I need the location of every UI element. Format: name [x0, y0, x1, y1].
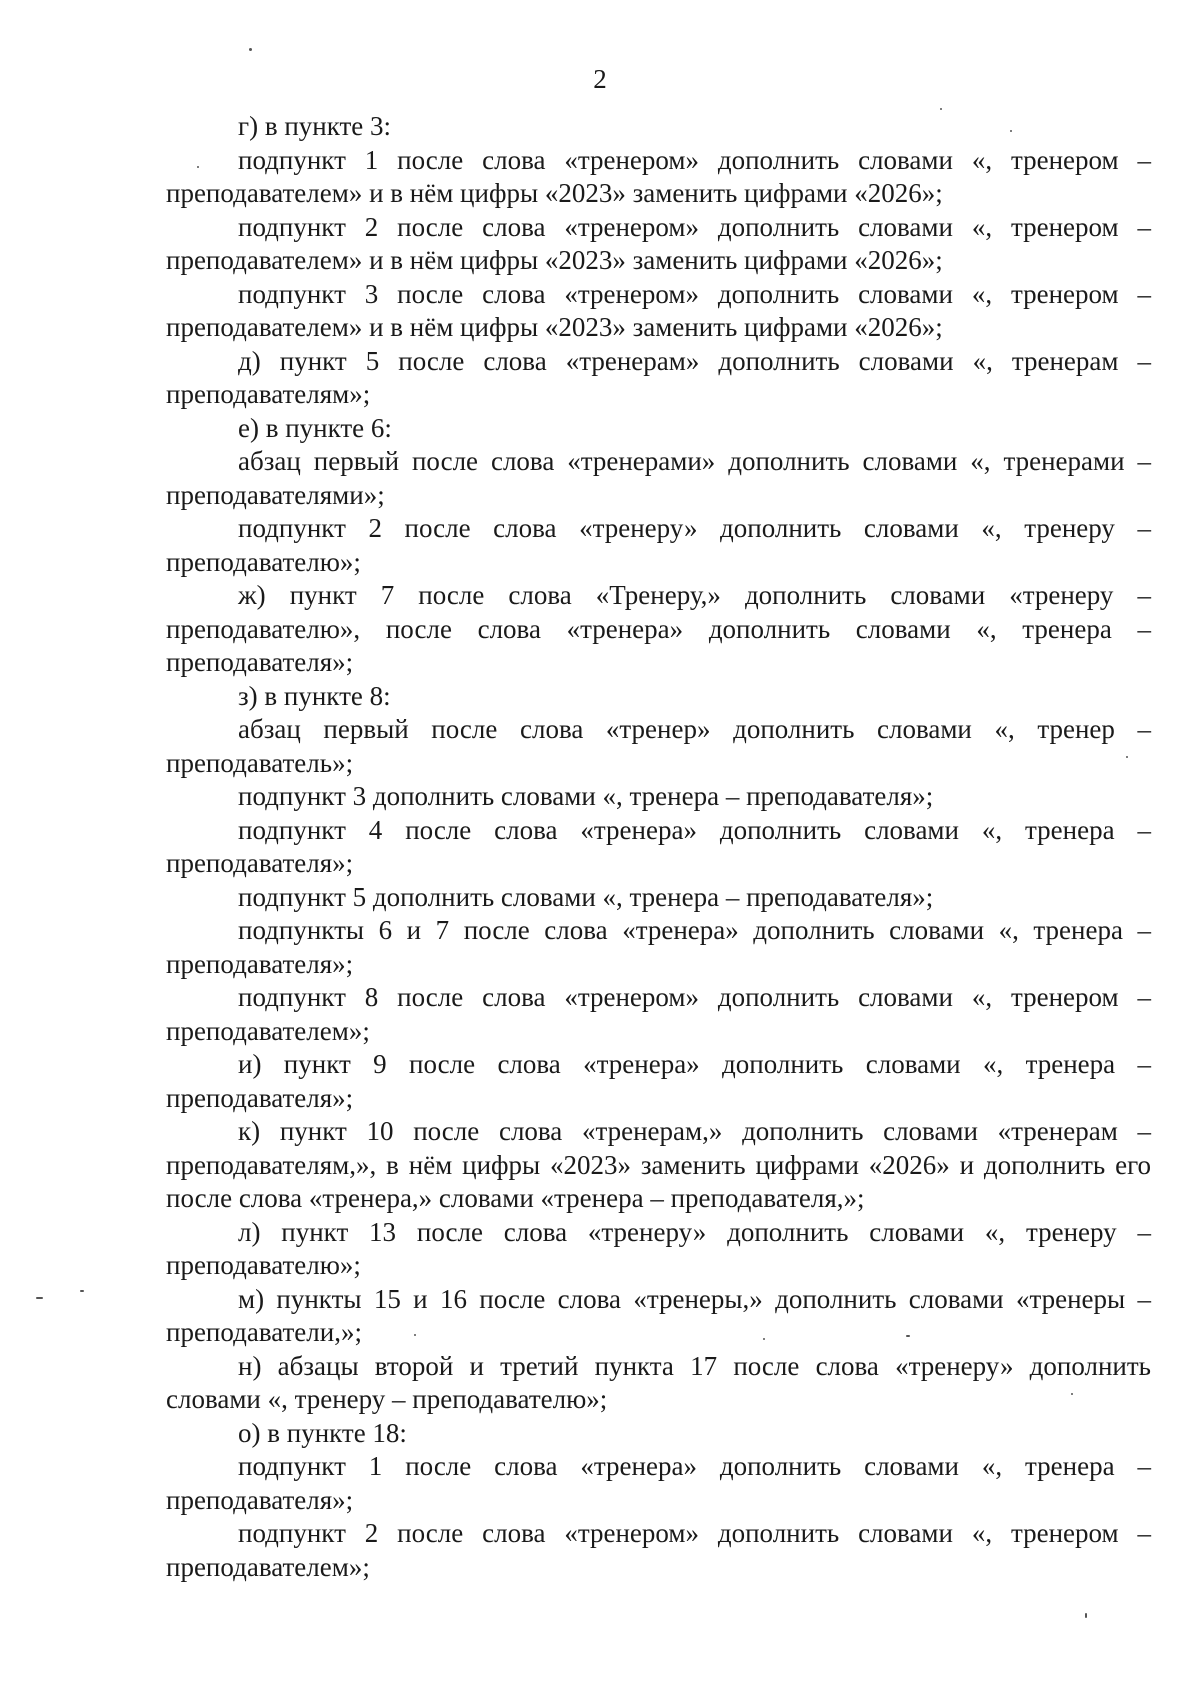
paragraph: е) в пункте 6: — [238, 412, 392, 443]
paragraph: подпункт 3 после слова «тренером» дополнить словами «, тренером – преподавателем» и в нём цифры «2023» заменить цифрами «2026»; — [166, 278, 1151, 342]
scan-speck — [80, 1290, 84, 1292]
paragraph: н) абзацы второй и третий пункта 17 после слова «тренеру» дополнить словами «, тренеру – преподавателю»; — [166, 1350, 1151, 1414]
document-body — [166, 110, 1151, 1584]
paragraph: л) пункт 13 после слова «тренеру» дополнить словами «, тренеру – преподавателю»; — [166, 1216, 1151, 1280]
paragraph: ж) пункт 7 после слова «Тренеру,» дополнить словами «тренеру – преподавателю», после слова «тренера» дополнить словами «, тренера – преподавателя»; — [166, 580, 1151, 677]
paragraph: подпункт 2 после слова «тренером» дополнить словами «, тренером – преподавателем»; — [166, 1518, 1151, 1582]
paragraph: и) пункт 9 после слова «тренера» дополнить словами «, тренера – преподавателя»; — [166, 1049, 1151, 1113]
paragraph: подпункт 4 после слова «тренера» дополнить словами «, тренера – преподавателя»; — [166, 814, 1151, 878]
paragraph: подпункт 2 после слова «тренеру» дополнить словами «, тренеру – преподавателю»; — [166, 513, 1151, 577]
scan-speck — [906, 1335, 910, 1337]
scan-speck — [763, 1338, 765, 1340]
paragraph: подпункт 2 после слова «тренером» дополнить словами «, тренером – преподавателем» и в нём цифры «2023» заменить цифрами «2026»; — [166, 211, 1151, 275]
paragraph: з) в пункте 8: — [238, 680, 391, 711]
paragraph: подпункт 1 после слова «тренером» дополнить словами «, тренером – преподавателем» и в нём цифры «2023» заменить цифрами «2026»; — [166, 144, 1151, 208]
paragraph: подпункты 6 и 7 после слова «тренера» дополнить словами «, тренера – преподавателя»; — [166, 915, 1151, 979]
paragraph: подпункт 8 после слова «тренером» дополнить словами «, тренером – преподавателем»; — [166, 982, 1151, 1046]
scan-speck — [197, 166, 199, 168]
scan-speck — [36, 1297, 43, 1299]
paragraph: о) в пункте 18: — [238, 1417, 407, 1448]
paragraph: м) пункты 15 и 16 после слова «тренеры,» дополнить словами «тренеры – преподаватели,»; — [166, 1283, 1151, 1347]
paragraph: г) в пункте 3: — [238, 111, 392, 141]
paragraph: к) пункт 10 после слова «тренерам,» дополнить словами «тренерам – преподавателям,», в нём цифры «2023» заменить цифрами «2026» и дополнить его после слова «тренера,» словами «тренера – преподавателя,»; — [166, 1116, 1151, 1213]
paragraph: подпункт 3 дополнить словами «, тренера – преподавателя»; — [238, 781, 934, 811]
page-number: 2 — [593, 64, 607, 94]
scan-speck — [940, 108, 942, 110]
scan-speck — [1010, 130, 1012, 132]
scan-speck — [414, 1334, 416, 1336]
scan-speck — [1071, 1393, 1073, 1395]
paragraph: подпункт 5 дополнить словами «, тренера – преподавателя»; — [238, 881, 934, 912]
scan-speck — [1085, 1613, 1087, 1618]
scan-speck — [1126, 756, 1128, 758]
paragraph: д) пункт 5 после слова «тренерам» дополнить словами «, тренерам – преподавателям»; — [166, 345, 1151, 409]
scan-speck — [249, 48, 252, 51]
paragraph: подпункт 1 после слова «тренера» дополнить словами «, тренера – преподавателя»; — [166, 1451, 1151, 1515]
paragraph: абзац первый после слова «тренерами» дополнить словами «, тренерами – преподавателями»; — [166, 446, 1151, 510]
paragraph: абзац первый после слова «тренер» дополнить словами «, тренер – преподаватель»; — [166, 714, 1151, 778]
